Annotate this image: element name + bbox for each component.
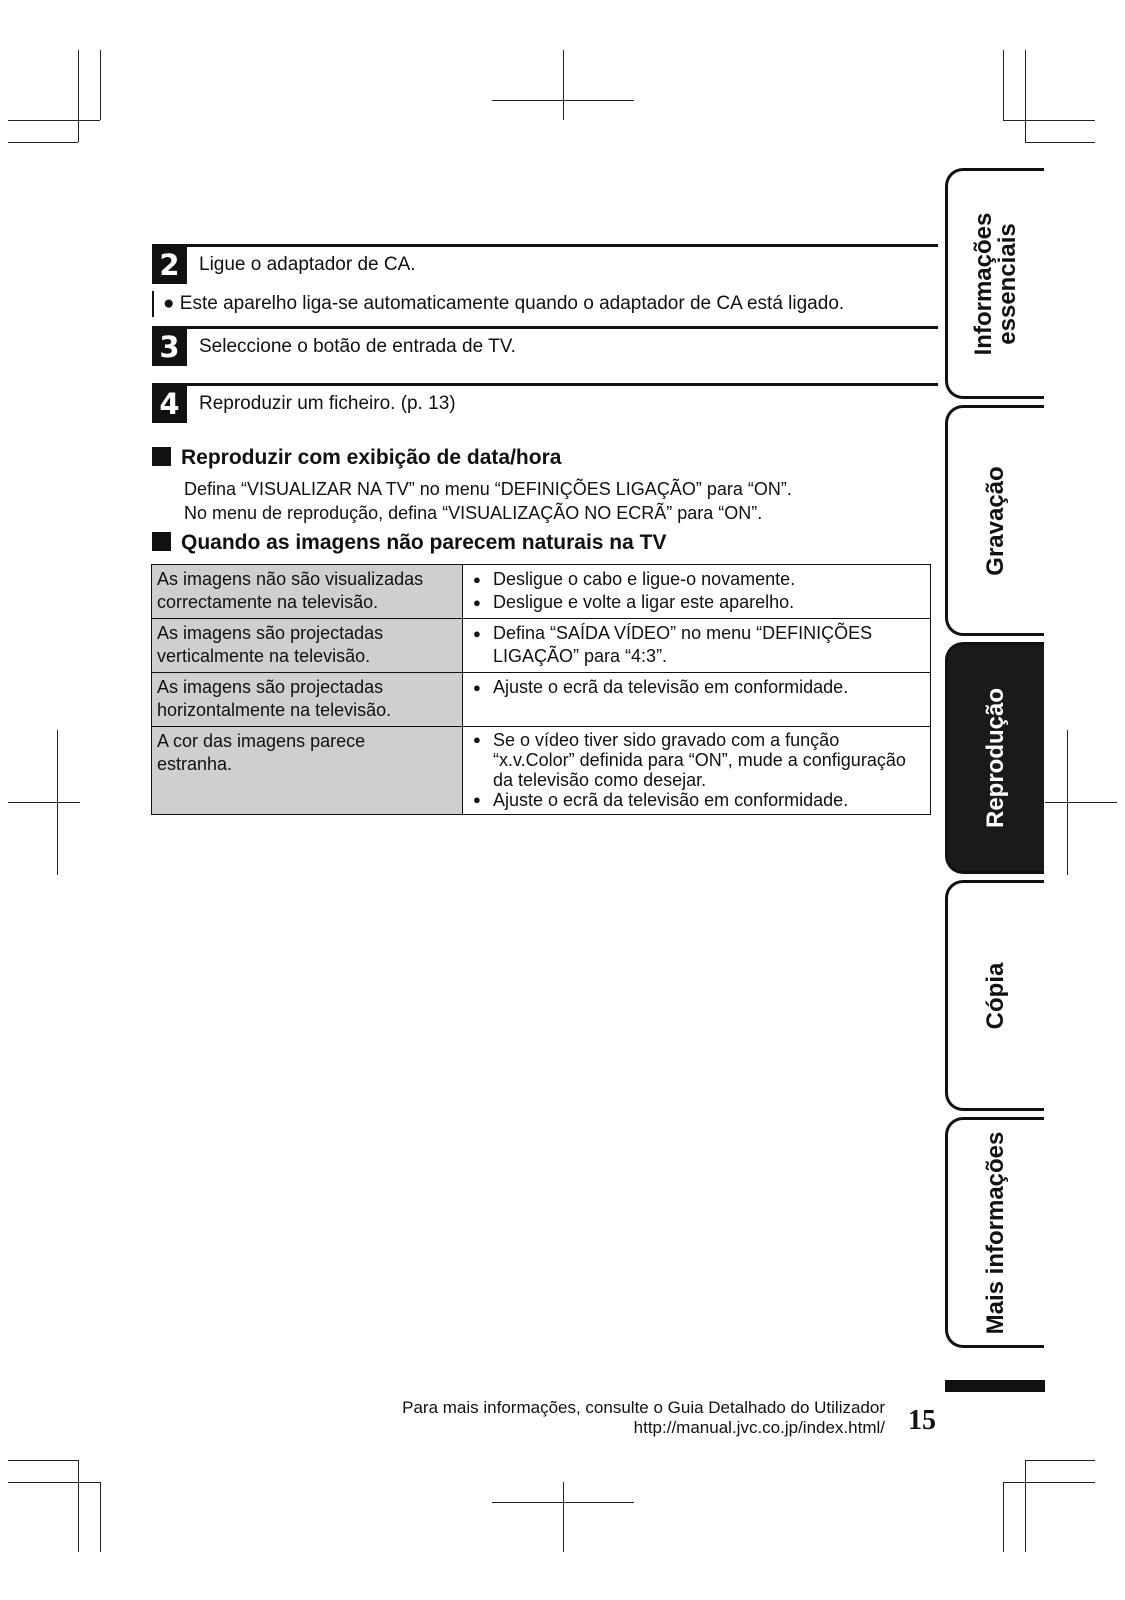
problem-line: correctamente na televisão. [157,592,379,612]
page-number: 15 [908,1405,936,1436]
problem-line: verticalmente na televisão. [157,646,371,666]
footer-line: Para mais informações, consulte o Guia Detalhado do Utilizador [402,1398,885,1417]
step-text: Seleccione o botão de entrada de TV. [199,336,516,357]
section-title: Quando as imagens não parecem naturais na TV [181,531,667,554]
crop-mark [1025,50,1026,142]
tab-copia[interactable] [945,880,1044,1111]
solution-cell [463,673,931,727]
crop-mark [100,1482,101,1552]
crop-mark [100,50,101,120]
crop-mark [8,142,78,143]
tab-reproducao[interactable] [945,642,1044,874]
solution-item: ● Ajuste o ecrã da televisão em conformidade. [468,676,925,699]
table-row [152,565,931,619]
square-bullet-icon [152,532,171,551]
square-bullet-icon [152,447,171,466]
solution-item: ● Se o vídeo tiver sido gravado com a função “x.v.Color” definida para “ON”, mude a configuração da televisão como desejar. [468,730,925,790]
crop-mark [1003,50,1004,120]
solution-item: ● Desligue o cabo e ligue-o novamente. [468,568,925,591]
problem-cell [152,727,463,815]
tab-gravacao[interactable] [945,405,1044,636]
problem-cell [152,673,463,727]
crop-mark [8,1460,78,1461]
solution-item: ● Defina “SAÍDA VÍDEO” no menu “DEFINIÇÕES LIGAÇÃO” para “4:3”. [468,622,925,668]
step-note-text: Este aparelho liga-se automaticamente quando o adaptador de CA está ligado. [179,293,845,314]
bullet-icon: ● [163,293,180,314]
table-row [152,619,931,673]
crop-mark [1003,1482,1095,1483]
problem-cell [152,619,463,673]
section-body [184,477,792,525]
problem-line: horizontalmente na televisão. [157,700,392,720]
tab-label-line: essenciais [994,222,1021,345]
section-heading [152,446,561,470]
solution-item: ● Ajuste o ecrã da televisão em conformidade. [468,790,925,810]
table-row [152,727,931,815]
tab-label: Gravação [982,465,1009,576]
crop-mark [1025,142,1095,143]
section-title: Reproduzir com exibição de data/hora [181,446,562,469]
tab-label: Cópia [982,962,1009,1029]
problem-line: As imagens não são visualizadas [157,569,424,589]
crop-mark [78,50,79,142]
problem-line: As imagens são projectadas [157,677,384,697]
crop-mark [78,1460,79,1552]
footer-reference [402,1398,885,1438]
crop-mark [1003,1482,1004,1552]
step-2 [152,244,938,325]
solution-cell [463,619,931,673]
step-note [152,291,844,317]
step-text: Reproduzir um ficheiro. (p. 13) [199,393,456,414]
step-number: 4 [152,385,187,423]
crop-mark [8,802,80,803]
footer-bar [945,1380,1045,1392]
tab-label: Mais informações [982,1131,1009,1334]
crop-mark [1025,1460,1026,1552]
footer-url[interactable]: http://manual.jvc.co.jp/index.html/ [633,1418,885,1437]
step-number: 3 [152,328,187,366]
step-text: Ligue o adaptador de CA. [199,254,416,275]
step-number: 2 [152,246,187,284]
tab-label-line: Informações [970,212,997,355]
body-line: Defina “VISUALIZAR NA TV” no menu “DEFINIÇÕES LIGAÇÃO” para “ON”. [184,479,792,499]
crop-mark [1003,120,1095,121]
problem-line: estranha. [157,754,233,774]
tab-mais-informacoes[interactable] [945,1117,1044,1348]
crop-mark [8,120,100,121]
problem-cell [152,565,463,619]
problem-line: A cor das imagens parece [157,731,366,751]
tab-informacoes-essenciais[interactable] [945,168,1044,399]
crop-mark [563,50,564,120]
step-3 [152,326,938,383]
solution-cell [463,565,931,619]
crop-mark [492,1502,634,1503]
crop-mark [492,100,634,101]
solution-cell [463,727,931,815]
section-heading [152,531,666,555]
crop-mark [1025,1460,1095,1461]
body-line: No menu de reprodução, defina “VISUALIZAÇÃO NO ECRÃ” para “ON”. [184,503,763,523]
problem-line: As imagens são projectadas [157,623,384,643]
crop-mark [1045,802,1117,803]
tab-label: Reprodução [982,687,1009,829]
tab-label [972,212,1020,355]
table-row [152,673,931,727]
solution-item: ● Desligue e volte a ligar este aparelho. [468,591,925,614]
troubleshooting-table [151,564,931,815]
crop-mark [563,1482,564,1552]
step-4 [152,383,938,436]
crop-mark [8,1482,100,1483]
